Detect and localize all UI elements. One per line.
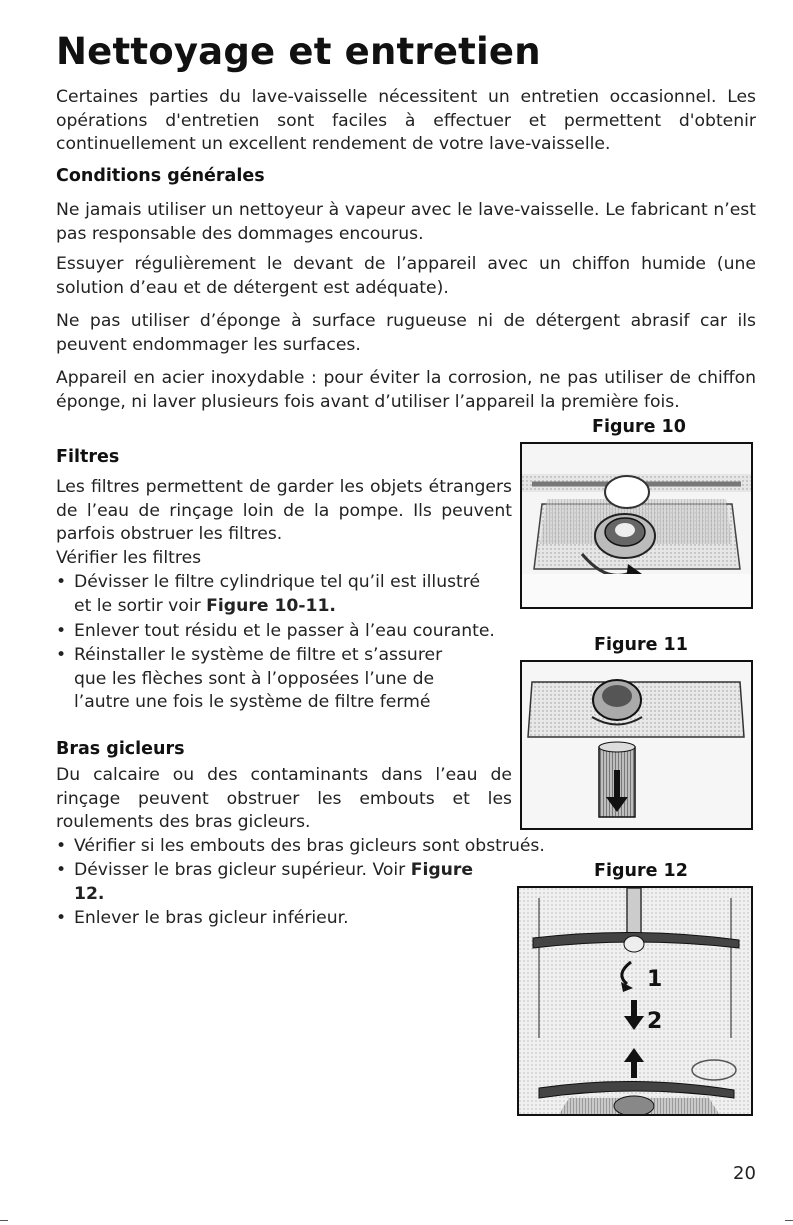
general-paragraph-2: Essuyer régulièrement le devant de l’appareil avec un chiffon humide (une solution d’eau et de détergent est adéquate).: [56, 254, 756, 298]
filters-paragraph: Les filtres permettent de garder les objets étrangers de l’eau de rinçage loin de la pompe. Ils peuvent parfois obstruer les filtres.: [56, 477, 512, 545]
filters-bullet-2: • Enlever tout résidu et le passer à l’eau courante.: [56, 621, 495, 641]
spray-arms-heading: Bras gicleurs: [56, 739, 185, 759]
crop-mark-left: [0, 1220, 8, 1221]
figure-12-image: [517, 886, 753, 1116]
page-number: 20: [733, 1163, 756, 1184]
figure-12-label-1: 1: [647, 967, 663, 992]
figure-ref-10-11: Figure 10-11.: [206, 595, 336, 616]
filter-top-illustration: [522, 444, 751, 607]
filter-cylinder-illustration: [522, 662, 751, 828]
filters-heading: Filtres: [56, 447, 120, 467]
figure-11-caption: Figure 11: [594, 635, 688, 655]
spray-arms-bullet-1: • Vérifier si les embouts des bras gicleurs sont obstrués.: [56, 836, 545, 856]
figure-11-image: [520, 660, 753, 830]
general-paragraph-1: Ne jamais utiliser un nettoyeur à vapeur avec le lave-vaisselle. Le fabricant n’est pas responsable des dommages encourus.: [56, 200, 756, 244]
figure-10-image: [520, 442, 753, 609]
spray-arms-bullet-3: • Enlever le bras gicleur inférieur.: [56, 908, 349, 928]
figure-ref-12: Figure: [410, 860, 474, 880]
spray-arm-illustration: [519, 888, 751, 1114]
general-heading: Conditions générales: [56, 166, 265, 186]
page-title: Nettoyage et entretien: [56, 30, 541, 73]
bullet-dot: •: [56, 572, 67, 592]
filters-bullet-3: • Réinstaller le système de filtre et s’assurer que les flèches sont à l’opposées l’une de l’autre une fois le système de filtre fermé: [56, 645, 443, 713]
crop-mark-right: [785, 1220, 793, 1221]
general-paragraph-4: Appareil en acier inoxydable : pour éviter la corrosion, ne pas utiliser de chiffon éponge, ni laver plusieurs fois avant d’utiliser l’appareil la première fois.: [56, 368, 756, 412]
intro-paragraph: Certaines parties du lave-vaisselle nécessitent un entretien occasionnel. Les opérations d'entretien sont faciles à effectuer et permettent d'obtenir continuellement un excellent rendement de votre lave-vaisselle.: [56, 87, 756, 155]
figure-10-caption: Figure 10: [592, 417, 686, 437]
general-paragraph-3: Ne pas utiliser d’éponge à surface rugueuse ni de détergent abrasif car ils peuvent endommager les surfaces.: [56, 311, 756, 355]
figure-12-caption: Figure 12: [594, 861, 688, 881]
filters-check-label: Vérifier les filtres: [56, 548, 202, 568]
spray-arms-paragraph: Du calcaire ou des contaminants dans l’eau de rinçage peuvent obstruer les embouts et les roulements des bras gicleurs.: [56, 765, 512, 833]
filters-bullet-1: • Dévisser le filtre cylindrique tel qu’il est illustré et le sortir voir Figure 10-11.: [56, 572, 481, 616]
figure-12-label-2: 2: [647, 1009, 663, 1034]
spray-arms-bullet-2: • Dévisser le bras gicleur supérieur. Voir Figure 12.: [56, 860, 474, 904]
